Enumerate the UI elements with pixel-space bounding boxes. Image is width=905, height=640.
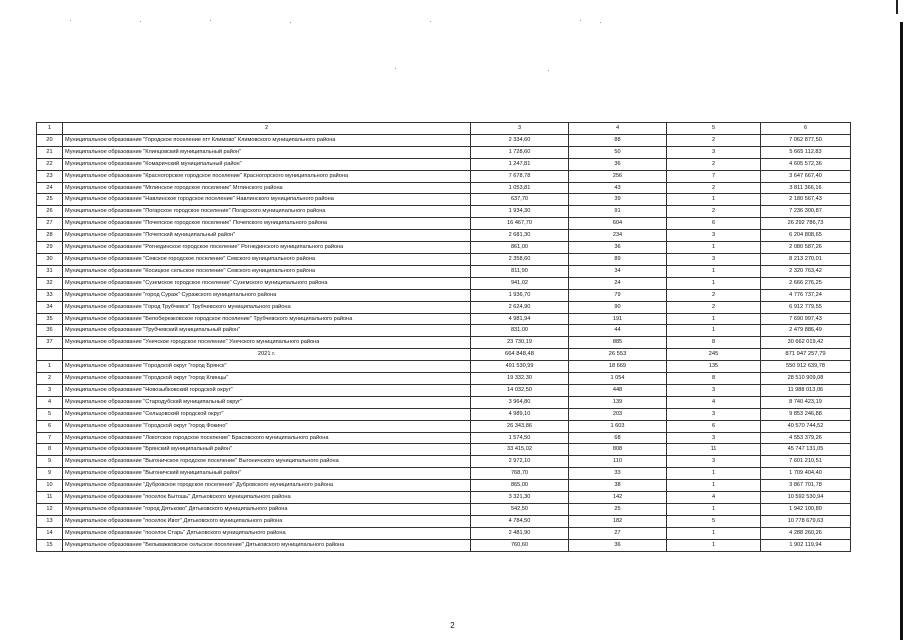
table-row	[37, 527, 851, 539]
row-number: 21	[37, 146, 63, 158]
value-col-3: 16 467,70	[471, 218, 569, 230]
value-col-5: 6	[667, 420, 761, 432]
value-col-3: 768,70	[471, 468, 569, 480]
table-row	[37, 146, 851, 158]
municipality-name: Муниципальное образование "Погарское городское поселение" Погарского муниципального района	[63, 206, 471, 218]
table-row	[37, 373, 851, 385]
table-row	[37, 230, 851, 242]
municipality-name: Муниципальное образование "Унечское городское поселение" Унечского муниципального района	[63, 337, 471, 349]
row-number: 9	[37, 456, 63, 468]
value-col-5: 11	[667, 444, 761, 456]
value-col-6: 4 605 572,36	[761, 158, 851, 170]
value-col-4: 91	[569, 206, 667, 218]
table-row	[37, 492, 851, 504]
value-col-4: 27	[569, 527, 667, 539]
value-col-4: 191	[569, 313, 667, 325]
municipality-name: Муниципальное образование "Бельважковское сельское поселение" Дятьковского муниципального района	[63, 539, 471, 551]
row-number: 14	[37, 527, 63, 539]
value-col-5: 3	[667, 384, 761, 396]
value-col-4: 139	[569, 396, 667, 408]
table-row	[37, 313, 851, 325]
table-row	[37, 265, 851, 277]
header-col-6: 6	[761, 123, 851, 135]
row-number: 23	[37, 170, 63, 182]
value-col-3: 14 032,50	[471, 384, 569, 396]
value-col-6: 550 912 639,78	[761, 361, 851, 373]
municipality-name: Муниципальное образование "Стародубский муниципальный округ"	[63, 396, 471, 408]
row-number: 1	[37, 361, 63, 373]
value-col-3: 637,70	[471, 194, 569, 206]
municipality-name: Муниципальное образование "поселок Бытошь" Дятьковского муниципального района	[63, 492, 471, 504]
row-number: 32	[37, 277, 63, 289]
value-col-4: 142	[569, 492, 667, 504]
row-number: 24	[37, 182, 63, 194]
scan-edge-mark	[896, 0, 898, 14]
value-col-4: 203	[569, 408, 667, 420]
value-col-4: 89	[569, 253, 667, 265]
value-col-6: 6 204 808,65	[761, 230, 851, 242]
municipality-name: Муниципальное образование "Косицкое сельское поселение" Севского муниципального района	[63, 265, 471, 277]
value-col-5: 2	[667, 134, 761, 146]
table-row	[37, 337, 851, 349]
value-col-6: 2 666 276,25	[761, 277, 851, 289]
value-col-3: 1 936,70	[471, 289, 569, 301]
column-number-header-row	[37, 123, 851, 135]
table-row	[37, 420, 851, 432]
value-col-3: 2 481,90	[471, 527, 569, 539]
value-col-4: 1 603	[569, 420, 667, 432]
municipality-name: Муниципальное образование "поселок Старь" Дятьковского муниципального района	[63, 527, 471, 539]
municipality-name: Муниципальное образование "Город Трубчевск" Трубчевского муниципального района	[63, 301, 471, 313]
value-col-5: 2	[667, 206, 761, 218]
value-col-5: 1	[667, 277, 761, 289]
row-number: 8	[37, 444, 63, 456]
value-col-3: 7 678,78	[471, 170, 569, 182]
municipality-name: Муниципальное образование "Комаричский муниципальный район"	[63, 158, 471, 170]
municipality-name: Муниципальное образование "Городское поселение пгт Климово" Климовского муниципального района	[63, 134, 471, 146]
table-row	[37, 396, 851, 408]
value-col-3: 2 972,10	[471, 456, 569, 468]
value-col-4: 90	[569, 301, 667, 313]
value-col-3: 3 321,30	[471, 492, 569, 504]
value-col-6: 1 902 119,94	[761, 539, 851, 551]
value-col-6: 40 570 744,52	[761, 420, 851, 432]
row-number: 35	[37, 313, 63, 325]
value-col-3: 865,00	[471, 480, 569, 492]
value-col-6: 8 740 423,19	[761, 396, 851, 408]
value-col-3: 664 848,48	[471, 349, 569, 361]
header-col-1: 1	[37, 123, 63, 135]
value-col-6: 45 747 131,05	[761, 444, 851, 456]
value-col-4: 88	[569, 134, 667, 146]
table-row	[37, 289, 851, 301]
value-col-3: 1 247,81	[471, 158, 569, 170]
value-col-3: 23 730,19	[471, 337, 569, 349]
value-col-6: 4 553 379,26	[761, 432, 851, 444]
municipality-name: Муниципальное образование "Белоберезковское городское поселение" Трубчевского муниципального района	[63, 313, 471, 325]
data-table	[36, 122, 851, 552]
value-col-4: 256	[569, 170, 667, 182]
value-col-3: 811,90	[471, 265, 569, 277]
municipality-name: Муниципальное образование "Почепское городское поселение" Почепского муниципального района	[63, 218, 471, 230]
municipality-name: Муниципальное образование "Городской округ "город Брянск"	[63, 361, 471, 373]
row-number: 6	[37, 420, 63, 432]
municipality-name: Муниципальное образование "Клинцовский муниципальный район"	[63, 146, 471, 158]
row-number: 11	[37, 492, 63, 504]
value-col-3: 3 964,80	[471, 396, 569, 408]
value-col-5: 4	[667, 396, 761, 408]
municipality-name: Муниципальное образование "Рогнединское городское поселение" Рогнединского муниципального района	[63, 242, 471, 254]
value-col-5: 2	[667, 158, 761, 170]
value-col-6: 8 213 270,01	[761, 253, 851, 265]
row-number: 9	[37, 468, 63, 480]
row-number: 15	[37, 539, 63, 551]
value-col-3: 542,50	[471, 504, 569, 516]
value-col-3: 831,00	[471, 325, 569, 337]
table-row	[37, 194, 851, 206]
municipality-name: Муниципальное образование "поселок Ивот" Дятьковского муниципального района	[63, 515, 471, 527]
value-col-5: 1	[667, 242, 761, 254]
table-row	[37, 504, 851, 516]
value-col-6: 2 180 567,43	[761, 194, 851, 206]
municipality-name: Муниципальное образование "Суземское городское поселение" Суземского муниципального района	[63, 277, 471, 289]
value-col-6: 1 942 100,80	[761, 504, 851, 516]
row-number: 13	[37, 515, 63, 527]
value-col-4: 39	[569, 194, 667, 206]
row-number: 10	[37, 480, 63, 492]
value-col-6: 11 988 013,06	[761, 384, 851, 396]
value-col-3: 2 681,30	[471, 230, 569, 242]
value-col-4: 110	[569, 456, 667, 468]
row-number: 7	[37, 432, 63, 444]
value-col-3: 1 574,50	[471, 432, 569, 444]
value-col-4: 68	[569, 432, 667, 444]
table-row	[37, 170, 851, 182]
value-col-5: 8	[667, 337, 761, 349]
value-col-4: 604	[569, 218, 667, 230]
value-col-4: 1 054	[569, 373, 667, 385]
value-col-6: 871 947 257,79	[761, 349, 851, 361]
municipality-name: Муниципальное образование "Мглинское городское поселение" Мглинского района	[63, 182, 471, 194]
value-col-4: 36	[569, 158, 667, 170]
value-col-6: 2 479 886,49	[761, 325, 851, 337]
value-col-6: 7 062 877,50	[761, 134, 851, 146]
table-row	[37, 325, 851, 337]
municipality-name: Муниципальное образование "город Сураж" Суражского муниципального района	[63, 289, 471, 301]
row-number: 36	[37, 325, 63, 337]
row-number: 22	[37, 158, 63, 170]
value-col-5: 3	[667, 408, 761, 420]
value-col-4: 26 553	[569, 349, 667, 361]
value-col-6: 3 647 667,40	[761, 170, 851, 182]
value-col-5: 1	[667, 194, 761, 206]
municipality-name: Муниципальное образование "Дубровское городское поселение" Дубровского муниципального района	[63, 480, 471, 492]
municipality-name: Муниципальное образование "Городской округ "город Клинцы"	[63, 373, 471, 385]
value-col-4: 448	[569, 384, 667, 396]
municipality-name: Муниципальное образование "Новозыбковский городской округ"	[63, 384, 471, 396]
value-col-3: 2 334,60	[471, 134, 569, 146]
value-col-5: 1	[667, 313, 761, 325]
value-col-6: 2 320 763,42	[761, 265, 851, 277]
value-col-5: 1	[667, 325, 761, 337]
header-col-3: 3	[471, 123, 569, 135]
table-row	[37, 515, 851, 527]
table-row	[37, 242, 851, 254]
header-col-4: 4	[569, 123, 667, 135]
value-col-5: 4	[667, 492, 761, 504]
row-number: 26	[37, 206, 63, 218]
value-col-4: 18 669	[569, 361, 667, 373]
row-number: 12	[37, 504, 63, 516]
value-col-3: 26 343,86	[471, 420, 569, 432]
municipality-name: Муниципальное образование "Городской округ "город Фокино"	[63, 420, 471, 432]
row-number: 5	[37, 408, 63, 420]
value-col-5: 1	[667, 504, 761, 516]
row-number: 37	[37, 337, 63, 349]
municipality-name: Муниципальное образование "город Дятьково" Дятьковского муниципального района	[63, 504, 471, 516]
value-col-3: 4 981,94	[471, 313, 569, 325]
value-col-6: 28 510 909,08	[761, 373, 851, 385]
table-row	[37, 218, 851, 230]
municipality-name: Муниципальное образование "Выгоничский муниципальный район"	[63, 468, 471, 480]
value-col-4: 38	[569, 480, 667, 492]
value-col-4: 33	[569, 468, 667, 480]
table-row	[37, 539, 851, 551]
row-number: 2	[37, 373, 63, 385]
value-col-5: 3	[667, 146, 761, 158]
table-row	[37, 384, 851, 396]
row-number: 27	[37, 218, 63, 230]
value-col-5: 2	[667, 301, 761, 313]
value-col-3: 19 332,30	[471, 373, 569, 385]
table-row	[37, 182, 851, 194]
value-col-6: 10 592 530,94	[761, 492, 851, 504]
value-col-6: 10 778 679,63	[761, 515, 851, 527]
value-col-6: 7 601 210,51	[761, 456, 851, 468]
table-row	[37, 361, 851, 373]
value-col-5: 7	[667, 170, 761, 182]
value-col-4: 885	[569, 337, 667, 349]
value-col-5: 1	[667, 527, 761, 539]
value-col-6: 3 867 701,78	[761, 480, 851, 492]
table-row	[37, 158, 851, 170]
scan-edge-bar	[900, 22, 903, 640]
value-col-6: 26 292 786,73	[761, 218, 851, 230]
value-col-4: 234	[569, 230, 667, 242]
row-number: 28	[37, 230, 63, 242]
value-col-5: 1	[667, 265, 761, 277]
value-col-3: 491 530,99	[471, 361, 569, 373]
value-col-6: 1 709 404,40	[761, 468, 851, 480]
value-col-3: 861,00	[471, 242, 569, 254]
value-col-5: 2	[667, 289, 761, 301]
value-col-5: 1	[667, 539, 761, 551]
header-col-5: 5	[667, 123, 761, 135]
value-col-3: 1 728,60	[471, 146, 569, 158]
value-col-3: 760,60	[471, 539, 569, 551]
municipality-name: Муниципальное образование "Брянский муниципальный район"	[63, 444, 471, 456]
value-col-3: 2 358,60	[471, 253, 569, 265]
value-col-6: 5 665 112,83	[761, 146, 851, 158]
table-row	[37, 206, 851, 218]
value-col-5: 2	[667, 182, 761, 194]
value-col-6: 7 236 300,87	[761, 206, 851, 218]
value-col-5: 1	[667, 468, 761, 480]
row-number: 3	[37, 384, 63, 396]
table-row	[37, 277, 851, 289]
value-col-5: 8	[667, 373, 761, 385]
municipality-name: Муниципальное образование "Трубчевский муниципальный район"	[63, 325, 471, 337]
value-col-6: 4 288 260,26	[761, 527, 851, 539]
value-col-4: 50	[569, 146, 667, 158]
value-col-5: 5	[667, 515, 761, 527]
table-row	[37, 456, 851, 468]
row-number: 20	[37, 134, 63, 146]
municipality-name: Муниципальное образование "Локотское городское поселение" Брасовского муниципального района	[63, 432, 471, 444]
municipality-name: Муниципальное образование "Севское городское поселение" Севского муниципального района	[63, 253, 471, 265]
value-col-3: 1 053,81	[471, 182, 569, 194]
value-col-3: 2 624,90	[471, 301, 569, 313]
row-number: 4	[37, 396, 63, 408]
value-col-3: 33 415,02	[471, 444, 569, 456]
value-col-6: 9 853 246,88	[761, 408, 851, 420]
value-col-4: 43	[569, 182, 667, 194]
value-col-5: 6	[667, 218, 761, 230]
value-col-5: 3	[667, 456, 761, 468]
row-number: 29	[37, 242, 63, 254]
value-col-5: 3	[667, 230, 761, 242]
municipality-name: Муниципальное образование "Почепский муниципальный район"	[63, 230, 471, 242]
value-col-4: 24	[569, 277, 667, 289]
table-row	[37, 468, 851, 480]
table-row	[37, 253, 851, 265]
row-number	[37, 349, 63, 361]
value-col-4: 25	[569, 504, 667, 516]
value-col-4: 182	[569, 515, 667, 527]
municipality-name: Муниципальное образование "Выгоничское городское поселение" Выгоничского муниципального района	[63, 456, 471, 468]
municipality-name: Муниципальное образование "Сельцовский городской округ"	[63, 408, 471, 420]
value-col-6: 2 080 587,26	[761, 242, 851, 254]
table-body	[37, 134, 851, 551]
value-col-3: 941,02	[471, 277, 569, 289]
row-number: 33	[37, 289, 63, 301]
value-col-4: 36	[569, 539, 667, 551]
value-col-4: 44	[569, 325, 667, 337]
value-col-3: 4 784,50	[471, 515, 569, 527]
year-total-row	[37, 349, 851, 361]
table-row	[37, 301, 851, 313]
row-number: 30	[37, 253, 63, 265]
table-row	[37, 134, 851, 146]
value-col-3: 1 934,30	[471, 206, 569, 218]
row-number: 25	[37, 194, 63, 206]
value-col-4: 36	[569, 242, 667, 254]
value-col-5: 1	[667, 480, 761, 492]
page-number: 2	[450, 621, 455, 630]
row-number: 31	[37, 265, 63, 277]
municipality-name: 2021 г.	[63, 349, 471, 361]
value-col-4: 79	[569, 289, 667, 301]
value-col-5: 245	[667, 349, 761, 361]
value-col-6: 4 776 737,24	[761, 289, 851, 301]
table-row	[37, 480, 851, 492]
header-col-2: 2	[63, 123, 471, 135]
table-row	[37, 432, 851, 444]
municipality-name: Муниципальное образование "Красногорское городское поселение" Красногорского муниципального района	[63, 170, 471, 182]
table-row	[37, 444, 851, 456]
value-col-4: 34	[569, 265, 667, 277]
value-col-5: 3	[667, 253, 761, 265]
value-col-6: 6 912 779,55	[761, 301, 851, 313]
value-col-4: 808	[569, 444, 667, 456]
table-row	[37, 408, 851, 420]
municipality-name: Муниципальное образование "Навлинское городское поселение" Навлинского муниципального района	[63, 194, 471, 206]
value-col-6: 30 662 019,42	[761, 337, 851, 349]
value-col-5: 135	[667, 361, 761, 373]
value-col-6: 3 811 366,16	[761, 182, 851, 194]
value-col-5: 3	[667, 432, 761, 444]
row-number: 34	[37, 301, 63, 313]
value-col-3: 4 989,10	[471, 408, 569, 420]
value-col-6: 7 690 997,43	[761, 313, 851, 325]
